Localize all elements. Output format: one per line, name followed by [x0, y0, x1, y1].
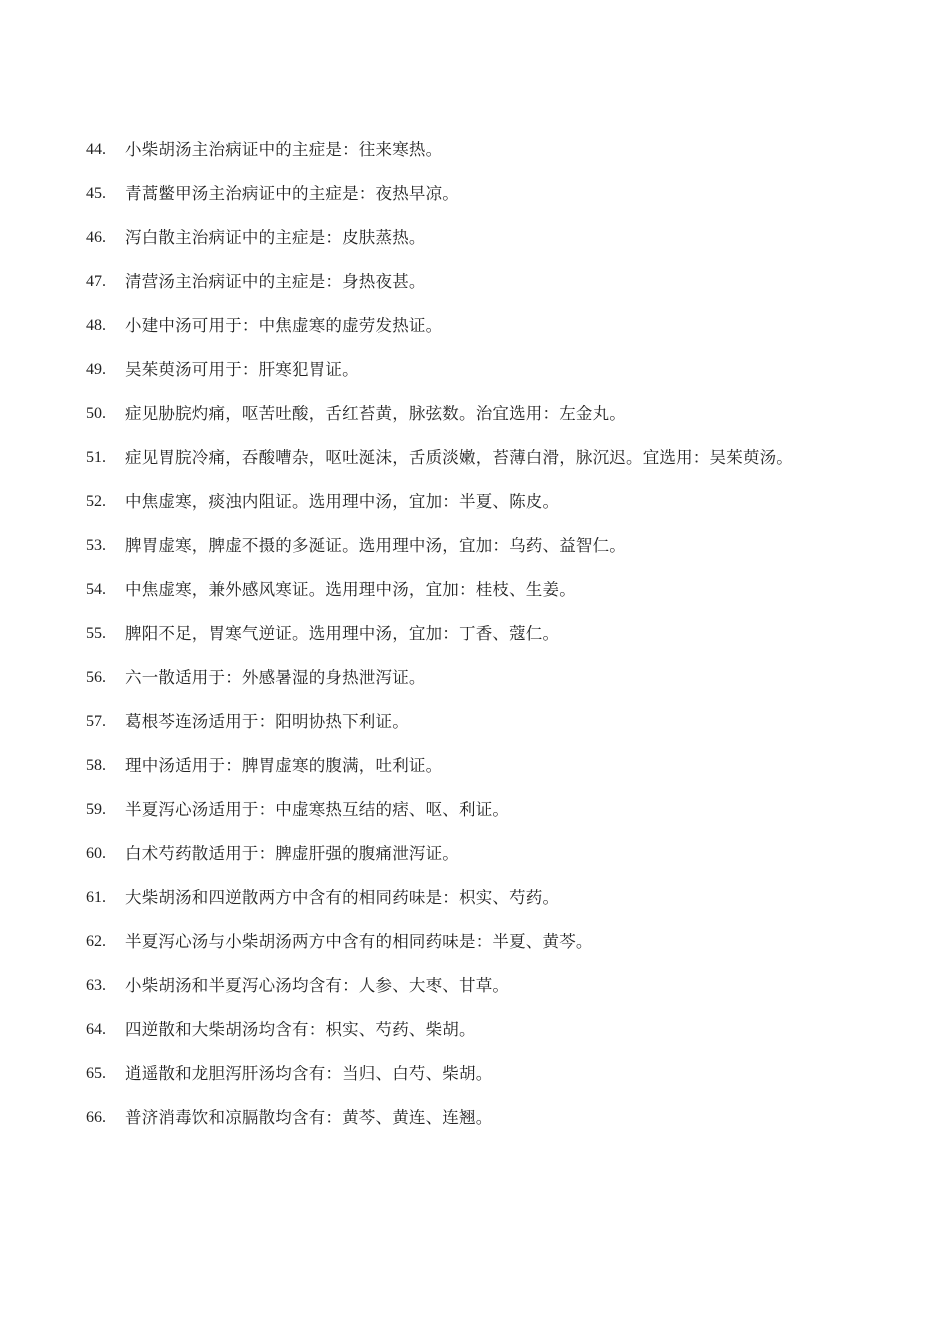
item-number: 64. — [86, 1021, 106, 1038]
item-text: 泻白散主治病证中的主症是：皮肤蒸热。 — [125, 228, 426, 247]
list-item — [86, 137, 936, 181]
item-number: 46. — [86, 229, 106, 246]
item-number: 59. — [86, 801, 106, 818]
item-number: 48. — [86, 317, 106, 334]
item-text: 小建中汤可用于：中焦虚寒的虚劳发热证。 — [125, 316, 443, 335]
item-text: 半夏泻心汤适用于：中虚寒热互结的痞、呕、利证。 — [125, 800, 510, 819]
item-text: 清营汤主治病证中的主症是：身热夜甚。 — [125, 272, 426, 291]
item-text: 理中汤适用于：脾胃虚寒的腹满，吐利证。 — [125, 756, 443, 775]
item-text: 白术芍药散适用于：脾虚肝强的腹痛泄泻证。 — [125, 844, 459, 863]
item-number: 57. — [86, 713, 106, 730]
item-text: 症见胁脘灼痛，呕苦吐酸，舌红苔黄，脉弦数。治宜选用：左金丸。 — [125, 404, 626, 423]
item-number: 62. — [86, 933, 106, 950]
list-item — [86, 1017, 936, 1061]
list-item — [86, 929, 936, 973]
list-item — [86, 841, 936, 885]
list-item — [86, 313, 936, 357]
list-item — [86, 181, 936, 225]
item-number: 50. — [86, 405, 106, 422]
item-text: 半夏泻心汤与小柴胡汤两方中含有的相同药味是：半夏、黄芩。 — [125, 932, 593, 951]
item-number: 52. — [86, 493, 106, 510]
item-text: 葛根芩连汤适用于：阳明协热下利证。 — [125, 712, 409, 731]
item-text: 吴茱萸汤可用于：肝寒犯胃证。 — [125, 360, 359, 379]
item-number: 61. — [86, 889, 106, 906]
item-text: 六一散适用于：外感暑湿的身热泄泻证。 — [125, 668, 426, 687]
numbered-list — [86, 137, 936, 1149]
list-item — [86, 357, 936, 401]
item-number: 51. — [86, 449, 106, 466]
item-number: 63. — [86, 977, 106, 994]
list-item — [86, 665, 936, 709]
item-text: 大柴胡汤和四逆散两方中含有的相同药味是：枳实、芍药。 — [125, 888, 560, 907]
item-number: 49. — [86, 361, 106, 378]
item-number: 44. — [86, 141, 106, 158]
list-item — [86, 709, 936, 753]
item-text: 小柴胡汤主治病证中的主症是：往来寒热。 — [125, 140, 443, 159]
item-number: 56. — [86, 669, 106, 686]
item-number: 54. — [86, 581, 106, 598]
list-item — [86, 225, 936, 269]
list-item — [86, 445, 936, 489]
list-item — [86, 577, 936, 621]
item-number: 55. — [86, 625, 106, 642]
item-number: 65. — [86, 1065, 106, 1082]
item-number: 47. — [86, 273, 106, 290]
item-text: 青蒿鳖甲汤主治病证中的主症是：夜热早凉。 — [125, 184, 459, 203]
item-number: 58. — [86, 757, 106, 774]
item-text: 脾阳不足，胃寒气逆证。选用理中汤，宜加：丁香、蔻仁。 — [125, 624, 560, 643]
item-text: 四逆散和大柴胡汤均含有：枳实、芍药、柴胡。 — [125, 1020, 476, 1039]
item-text: 脾胃虚寒，脾虚不摄的多涎证。选用理中汤，宜加：乌药、益智仁。 — [125, 536, 626, 555]
item-text: 症见胃脘冷痛，吞酸嘈杂，呕吐涎沫，舌质淡嫩，苔薄白滑，脉沉迟。宜选用：吴茱萸汤。 — [125, 448, 793, 467]
list-item — [86, 973, 936, 1017]
list-item — [86, 489, 936, 533]
item-text: 中焦虚寒，兼外感风寒证。选用理中汤，宜加：桂枝、生姜。 — [125, 580, 576, 599]
list-item — [86, 621, 936, 665]
item-number: 45. — [86, 185, 106, 202]
item-text: 逍遥散和龙胆泻肝汤均含有：当归、白芍、柴胡。 — [125, 1064, 493, 1083]
list-item — [86, 753, 936, 797]
item-text: 小柴胡汤和半夏泻心汤均含有：人参、大枣、甘草。 — [125, 976, 510, 995]
item-text: 普济消毒饮和凉膈散均含有：黄芩、黄连、连翘。 — [125, 1108, 493, 1127]
list-item — [86, 269, 936, 313]
list-item — [86, 401, 936, 445]
item-number: 53. — [86, 537, 106, 554]
list-item — [86, 1105, 936, 1149]
list-item — [86, 1061, 936, 1105]
item-text: 中焦虚寒，痰浊内阻证。选用理中汤，宜加：半夏、陈皮。 — [125, 492, 560, 511]
list-item — [86, 533, 936, 577]
list-item — [86, 797, 936, 841]
list-item — [86, 885, 936, 929]
item-number: 66. — [86, 1109, 106, 1126]
item-number: 60. — [86, 845, 106, 862]
